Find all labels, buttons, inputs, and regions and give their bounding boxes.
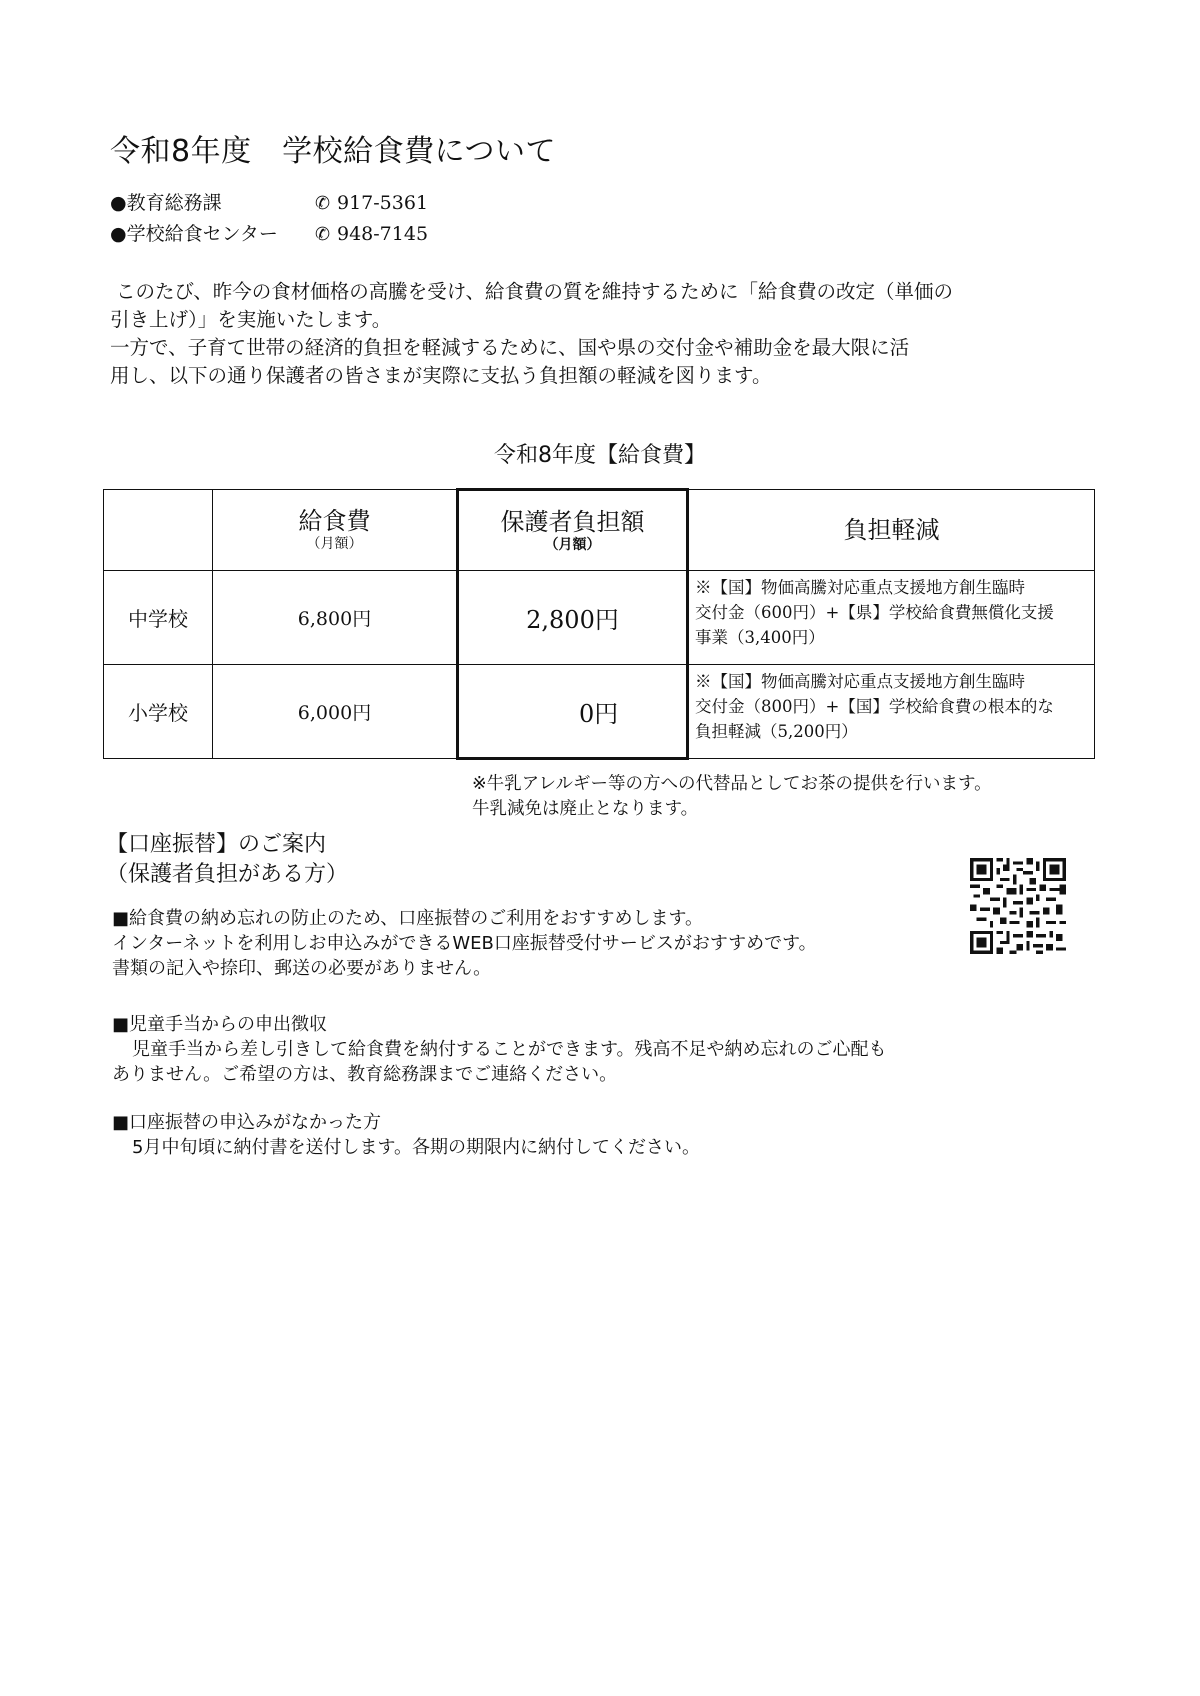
header-reduction: [688, 490, 1095, 571]
section-title: [106, 830, 348, 890]
note-line: 牛乳減免は廃止となります。: [472, 799, 699, 819]
contact-lunch-center: [110, 219, 428, 246]
reduction-line: 交付金（800円）+【国】学校給食費の根本的な: [695, 697, 1054, 716]
header-burden-label: 保護者負担額: [500, 507, 645, 536]
burden-value: 2,800円: [458, 571, 688, 665]
contact-phone: 917-5361: [337, 192, 429, 214]
intro-paragraph: [110, 278, 1100, 390]
header-fee-label: 給食費: [298, 507, 371, 535]
info-block-no-application: [112, 1110, 700, 1160]
school-name: 小学校: [104, 665, 213, 759]
table-note: [472, 772, 992, 822]
section-title-line: （保護者負担がある方）: [106, 862, 349, 887]
phone-icon: ✆: [315, 193, 331, 214]
fee-table: [103, 488, 1095, 760]
reduction-line: ※【国】物価高騰対応重点支援地方創生臨時: [695, 672, 1025, 691]
burden-value: 0円: [458, 665, 688, 759]
contact-name: ●教育総務課: [110, 192, 222, 214]
header-burden-sub: （月額）: [544, 536, 601, 553]
table-row: [104, 665, 1095, 759]
phone-icon: ✆: [315, 224, 331, 245]
table-title: 令和8年度【給食費】: [494, 443, 706, 468]
block-line: 書類の記入や捺印、郵送の必要がありません。: [112, 958, 492, 979]
table-header-row: [104, 490, 1095, 571]
contact-phone: 948-7145: [337, 223, 429, 245]
info-block-account-transfer: [112, 906, 817, 981]
reduction-detail: [688, 571, 1095, 665]
reduction-line: 事業（3,400円）: [695, 628, 825, 647]
reduction-line: ※【国】物価高騰対応重点支援地方創生臨時: [695, 578, 1025, 597]
contact-name: ●学校給食センター: [110, 223, 278, 245]
header-empty-cell: [104, 490, 213, 571]
fee-value: 6,800円: [213, 571, 458, 665]
section-title-line: 【口座振替】のご案内: [106, 832, 327, 857]
school-name: 中学校: [104, 571, 213, 665]
qr-code-icon[interactable]: [970, 858, 1066, 954]
block-line: インターネットを利用しお申込みができるWEB口座振替受付サービスがおすすめです。: [112, 933, 817, 954]
intro-line: このたび、昨今の食材価格の高騰を受け、給食費の質を維持するために「給食費の改定（単価の: [116, 280, 953, 303]
block-line: 5月中旬頃に納付書を送付します。各期の期限内に納付してください。: [132, 1137, 701, 1158]
block-heading: ■給食費の納め忘れの防止のため、口座振替のご利用をおすすめします。: [112, 908, 704, 929]
intro-line: 一方で、子育て世帯の経済的負担を軽減するために、国や県の交付金や補助金を最大限に活: [110, 336, 910, 359]
block-heading: ■児童手当からの申出徴収: [112, 1014, 328, 1035]
fee-value: 6,000円: [213, 665, 458, 759]
reduction-line: 負担軽減（5,200円）: [695, 722, 858, 741]
block-line: 児童手当から差し引きして給食費を納付することができます。残高不足や納め忘れのご心配も: [132, 1039, 887, 1060]
block-heading: ■口座振替の申込みがなかった方: [112, 1112, 382, 1133]
table-row: [104, 571, 1095, 665]
note-line: ※牛乳アレルギー等の方への代替品としてお茶の提供を行います。: [472, 774, 992, 794]
block-line: ありません。ご希望の方は、教育総務課までご連絡ください。: [112, 1064, 618, 1085]
info-block-child-allowance: [112, 1012, 887, 1087]
reduction-line: 交付金（600円）+【県】学校給食費無償化支援: [695, 603, 1054, 622]
intro-line: 用し、以下の通り保護者の皆さまが実際に支払う負担額の軽減を図ります。: [110, 364, 772, 387]
header-fee: [213, 490, 458, 571]
header-reduction-label: 負担軽減: [843, 516, 940, 544]
intro-line: 引き上げ）」を実施いたします。: [110, 308, 392, 331]
contact-education-affairs: [110, 188, 428, 215]
page-title: 令和8年度 学校給食費について: [110, 134, 556, 169]
reduction-detail: [688, 665, 1095, 759]
header-fee-sub: （月額）: [306, 536, 363, 552]
header-burden: [458, 490, 688, 571]
